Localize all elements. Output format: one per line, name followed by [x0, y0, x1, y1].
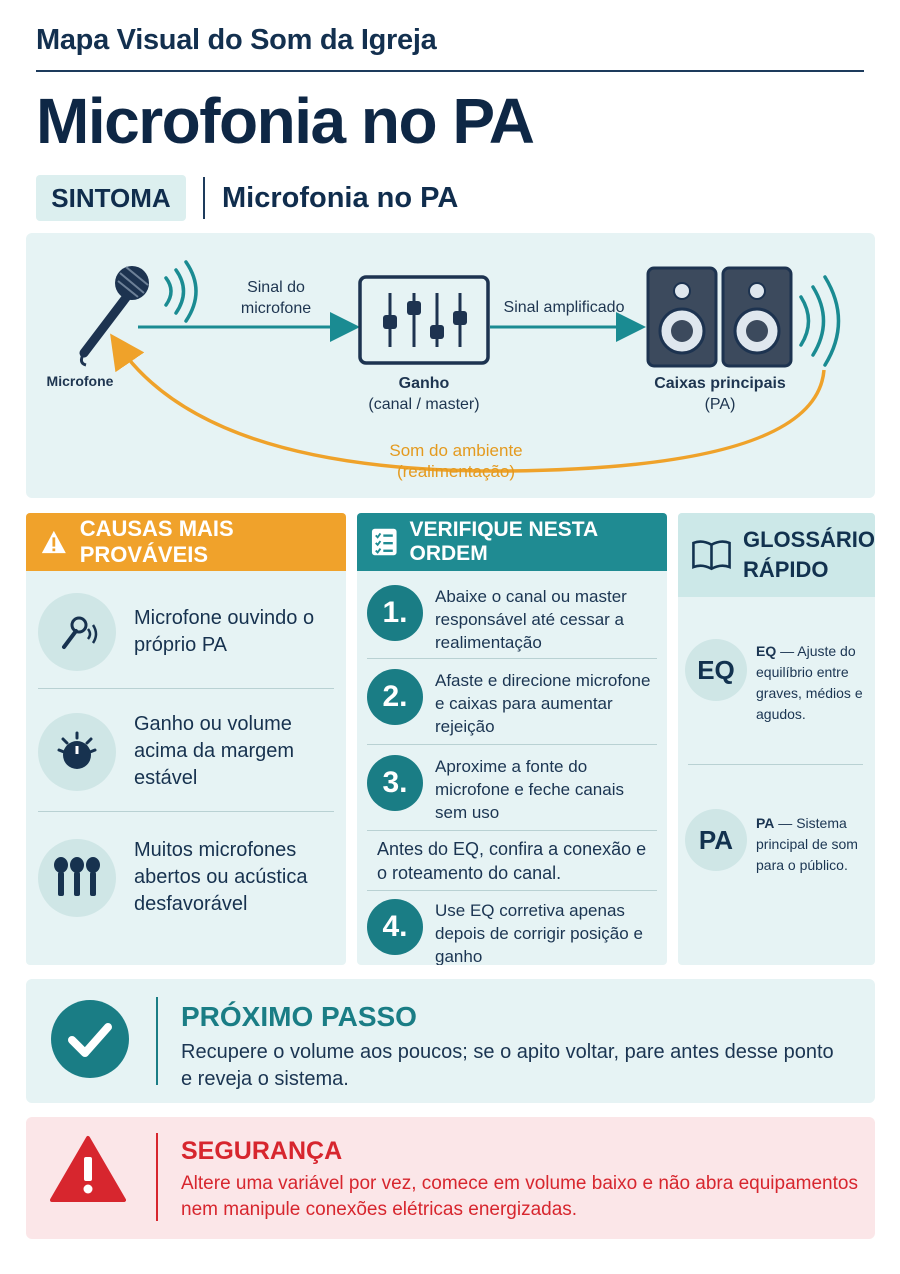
microphone-label: Microfone: [46, 373, 114, 389]
sound-waves-icon: [166, 262, 196, 321]
glossary-card: [678, 513, 875, 965]
symptom-text: Microfonia no PA: [222, 182, 459, 214]
step-note-text: Antes do EQ, confira a conexão e o roteamento do canal.: [377, 839, 647, 883]
next-step-title: PRÓXIMO PASSO: [181, 1001, 417, 1032]
glossary-term: PA: [756, 815, 775, 831]
speakers-icon: [648, 268, 791, 366]
glossary-header: [678, 513, 875, 597]
safety-text: Altere uma variável por vez, comece em volume baixo e não abra equipamentos nem manipule conexões elétricas energizadas.: [181, 1173, 858, 1220]
step-text: Afaste e direcione microfone e caixas para aumentar rejeição: [435, 671, 651, 736]
pa-badge: PA: [685, 809, 747, 871]
divider: [156, 1133, 158, 1221]
microphone-icon: [81, 266, 149, 365]
step-number: 1.: [367, 585, 423, 641]
step-number: 3.: [367, 755, 423, 811]
divider: [156, 997, 158, 1085]
symptom-tag: SINTOMA: [36, 175, 186, 221]
step-item: [357, 899, 667, 965]
divider: [688, 764, 863, 765]
cause-item: [26, 837, 346, 918]
feedback-sub-label: (realimentação): [396, 462, 516, 481]
glossary-term: EQ: [756, 643, 777, 659]
gain-label: Ganho: [398, 375, 450, 392]
eq-badge: EQ: [685, 639, 747, 701]
step-item: [357, 585, 667, 654]
steps-header: [357, 513, 667, 571]
divider: [367, 890, 657, 891]
steps-title: VERIFIQUE NESTA ORDEM: [409, 518, 598, 565]
glossary-title-line2: RÁPIDO: [742, 557, 829, 582]
step-text: Use EQ corretiva apenas depois de corrigir posição e ganho: [435, 901, 643, 965]
safety-panel: [26, 1117, 875, 1239]
microphone-icon: [38, 593, 116, 671]
book-icon: [690, 535, 733, 575]
safety-title: SEGURANÇA: [181, 1137, 343, 1165]
step-note: [357, 837, 667, 885]
cause-item: [26, 711, 346, 792]
divider: [367, 658, 657, 659]
glossary-title-line1: GLOSSÁRIO: [742, 527, 875, 552]
steps-card: [357, 513, 667, 965]
glossary-entry-eq: [756, 641, 866, 725]
causes-header: [26, 513, 346, 571]
step-item: [357, 755, 667, 824]
step-item: [357, 669, 667, 738]
check-circle-icon: [50, 999, 130, 1079]
next-step-text: Recupere o volume aos poucos; se o apito voltar, pare antes desse ponto e reveja o sistema.: [181, 1041, 834, 1090]
next-step-panel: [26, 979, 875, 1103]
header-title: Mapa Visual do Som da Igreja: [36, 24, 437, 56]
speaker-waves-icon: [801, 277, 839, 365]
speakers-sub-label: (PA): [704, 396, 736, 413]
divider: [367, 744, 657, 745]
step-text: Abaixe o canal ou master responsável até cessar a realimentação: [435, 587, 627, 652]
cause-item: [26, 593, 346, 671]
step-number: 4.: [367, 899, 423, 955]
cause-text: Ganho ou volume acima da margem estável: [134, 713, 295, 789]
gain-sub-label: (canal / master): [368, 396, 480, 413]
causes-card: [26, 513, 346, 965]
warning-icon: [40, 528, 68, 556]
signal-flow-diagram: [26, 233, 875, 498]
microphones-icon: [38, 839, 116, 917]
page-title: Microfonia no PA: [36, 85, 534, 157]
feedback-label: Som do ambiente: [389, 441, 523, 460]
signal-mic-label: Sinal do microfone: [240, 279, 312, 317]
cause-text: Microfone ouvindo o próprio PA: [134, 607, 315, 656]
divider: [367, 830, 657, 831]
signal-amp-label: Sinal amplificado: [503, 299, 625, 316]
mixer-fader-icon: [360, 277, 488, 363]
glossary-entry-pa: [756, 813, 868, 876]
causes-title: CAUSAS MAIS PROVÁVEIS: [79, 516, 234, 567]
symptom-divider: [203, 177, 205, 219]
header-divider: [36, 70, 864, 72]
cause-text: Muitos microfones abertos ou acústica desfavorável: [134, 839, 308, 915]
warning-icon: [50, 1135, 126, 1203]
knob-icon: [38, 713, 116, 791]
divider: [38, 811, 334, 812]
step-text: Aproxime a fonte do microfone e feche canais sem uso: [435, 757, 624, 822]
checklist-icon: [371, 527, 398, 557]
speakers-label: Caixas principais: [654, 375, 786, 392]
glossary-definition: — Sistema principal de som para o público.: [756, 815, 858, 873]
divider: [38, 688, 334, 689]
glossary-definition: — Ajuste do equilíbrio entre graves, médios e agudos.: [756, 643, 863, 722]
step-number: 2.: [367, 669, 423, 725]
